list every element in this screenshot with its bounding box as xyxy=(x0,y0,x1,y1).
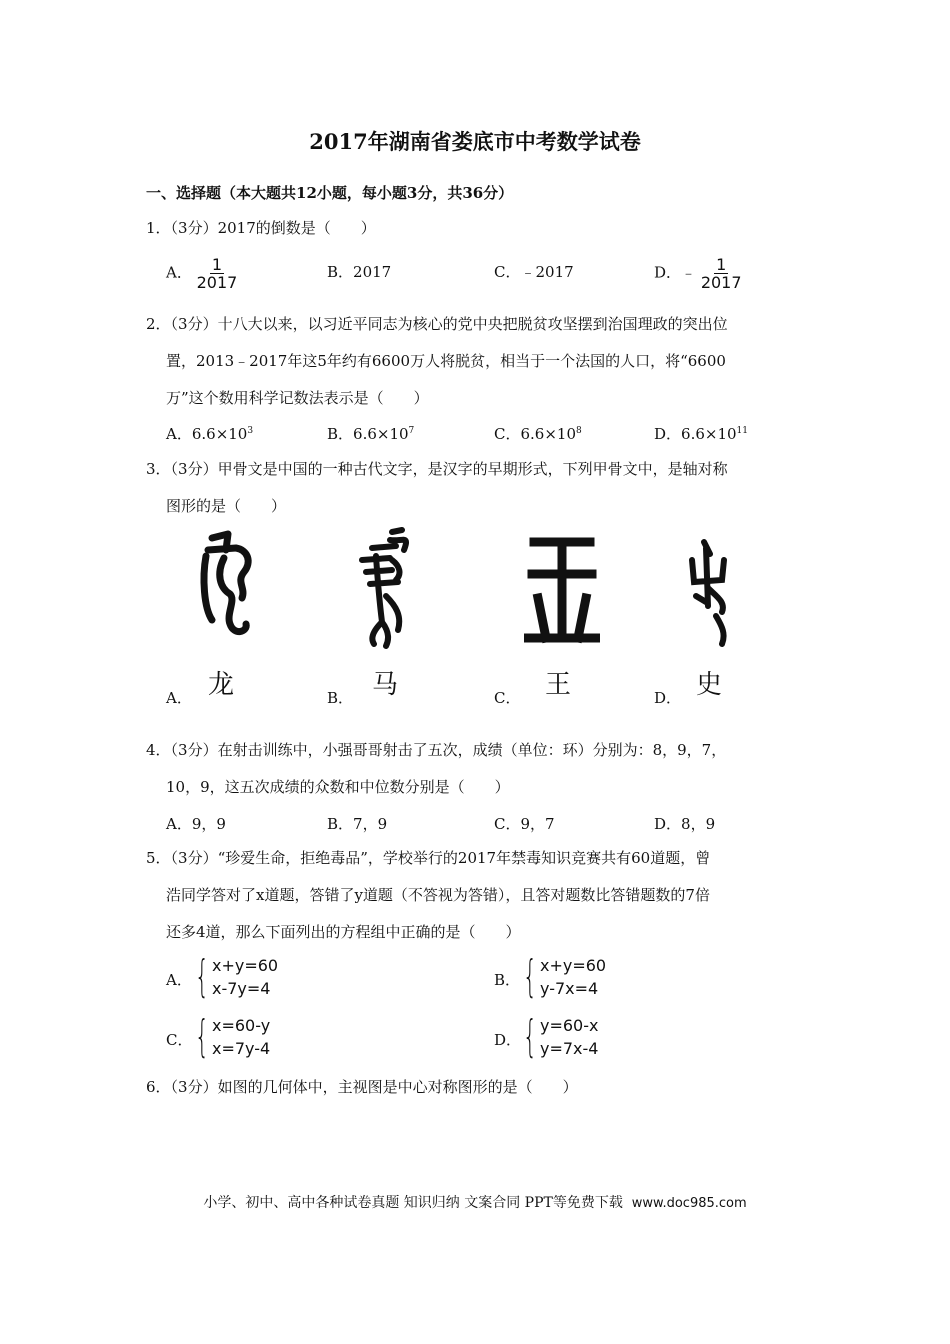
oracle-glyph-king xyxy=(524,534,600,646)
q2-option-a xyxy=(166,424,253,444)
q5-option-d-system xyxy=(516,1011,599,1062)
q3-option-c-char: 王 xyxy=(545,670,572,700)
q5-c-eq2: x=7y-4 xyxy=(212,1039,271,1058)
q5-option-b-label: B． xyxy=(494,971,521,989)
q2-a-exponent: 3 xyxy=(247,426,254,436)
q3-line2: 图形的是（ ） xyxy=(166,497,287,515)
q5-option-c-system xyxy=(188,1011,271,1062)
q3-option-d-char: 史 xyxy=(696,670,723,700)
q5-line1: 5．（3分）“珍爱生命，拒绝毒品”，学校举行的2017年禁毒知识竞赛共有60道题，曾 xyxy=(146,849,711,867)
q1-stem: 1．（3分）2017的倒数是（ ） xyxy=(146,219,376,237)
q5-line3: 还多4道，那么下面列出的方程组中正确的是（ ） xyxy=(166,923,521,941)
q4-option-b: B．7，9 xyxy=(327,815,388,833)
q2-d-exponent: 11 xyxy=(736,426,748,436)
q1-option-b: B．2017 xyxy=(327,263,392,281)
q5-option-d-label: D． xyxy=(494,1031,522,1049)
q5-option-a-system xyxy=(188,951,279,1002)
q2-line2: 置，2013﹣2017年这5年约有6600万人将脱贫，相当于一个法国的人口，将“6600 xyxy=(166,352,726,370)
q2-c-base: C．6.6×10 xyxy=(494,425,576,443)
q1-option-c: C．﹣2017 xyxy=(494,263,574,281)
q4-option-c: C．9，7 xyxy=(494,815,555,833)
brace-icon: { xyxy=(195,951,209,1002)
q5-line2: 浩同学答对了x道题，答错了y道题（不答视为答错），且答对题数比答错题数的7倍 xyxy=(166,886,710,904)
footer-link[interactable]: www.doc985.com xyxy=(631,1196,747,1211)
q1-d-denominator: 2017 xyxy=(700,273,742,292)
q2-d-base: D．6.6×10 xyxy=(654,425,737,443)
q2-b-base: B．6.6×10 xyxy=(327,425,409,443)
q1-a-numerator: 1 xyxy=(211,255,223,274)
q4-line1: 4．（3分）在射击训练中，小强哥哥射击了五次，成绩（单位：环）分别为：8，9，7， xyxy=(146,741,727,759)
q5-option-b-system xyxy=(516,951,607,1002)
q1-a-denominator: 2017 xyxy=(196,273,238,292)
brace-icon: { xyxy=(195,1011,209,1062)
q5-option-a-label: A． xyxy=(166,971,192,989)
oracle-glyph-history xyxy=(682,536,734,648)
brace-icon: { xyxy=(523,1011,537,1062)
page-title: 2017年湖南省娄底市中考数学试卷 xyxy=(309,129,641,154)
q3-option-b-char: 马 xyxy=(372,670,399,700)
q3-option-a-label: A． xyxy=(166,689,192,707)
q5-a-eq2: x-7y=4 xyxy=(212,979,271,998)
q1-option-d-label: D．﹣ xyxy=(654,263,697,282)
q3-option-c-label: C． xyxy=(494,689,521,707)
q5-d-eq2: y=7x-4 xyxy=(540,1039,599,1058)
q3-line1: 3．（3分）甲骨文是中国的一种古代文字，是汉字的早期形式，下列甲骨文中，是轴对称 xyxy=(146,460,728,478)
oracle-glyph-horse xyxy=(352,526,422,654)
q2-b-exponent: 7 xyxy=(408,426,415,436)
q4-line2: 10，9，这五次成绩的众数和中位数分别是（ ） xyxy=(166,778,510,796)
brace-icon: { xyxy=(523,951,537,1002)
q5-b-eq2: y-7x=4 xyxy=(540,979,599,998)
section-heading: 一、选择题（本大题共12小题，每小题3分，共36分） xyxy=(146,184,514,202)
q2-a-base: A．6.6×10 xyxy=(166,425,248,443)
q5-c-eq1: x=60-y xyxy=(212,1016,271,1035)
page-footer xyxy=(0,1192,950,1212)
q1-option-a xyxy=(166,256,237,291)
q5-a-eq1: x+y=60 xyxy=(212,956,279,975)
q2-option-c xyxy=(494,424,582,444)
q1-option-a-fraction xyxy=(197,256,238,291)
q3-option-d-label: D． xyxy=(654,689,682,707)
q1-option-a-label: A． xyxy=(166,263,192,282)
q2-line3: 万”这个数用科学记数法表示是（ ） xyxy=(166,389,429,407)
q1-option-d-fraction xyxy=(701,256,742,291)
q2-option-b xyxy=(327,424,414,444)
q5-b-eq1: x+y=60 xyxy=(540,956,607,975)
q2-line1: 2．（3分）十八大以来，以习近平同志为核心的党中央把脱贫攻坚摆到治国理政的突出位 xyxy=(146,315,728,333)
oracle-glyph-dragon xyxy=(196,528,260,648)
q3-option-b-label: B． xyxy=(327,689,354,707)
q5-option-c-label: C． xyxy=(166,1031,193,1049)
q1-d-numerator: 1 xyxy=(716,255,727,274)
q6-stem: 6．（3分）如图的几何体中，主视图是中心对称图形的是（ ） xyxy=(146,1078,578,1096)
q3-option-a-char: 龙 xyxy=(208,670,235,700)
q2-option-d xyxy=(654,424,748,444)
q4-option-d: D．8，9 xyxy=(654,815,716,833)
q1-option-d xyxy=(654,256,742,291)
q2-c-exponent: 8 xyxy=(576,426,582,436)
q4-option-a: A．9，9 xyxy=(166,815,226,833)
q5-d-eq1: y=60-x xyxy=(540,1016,599,1035)
footer-text: 小学、初中、高中各种试卷真题 知识归纳 文案合同 PPT等免费下载 xyxy=(203,1195,623,1211)
